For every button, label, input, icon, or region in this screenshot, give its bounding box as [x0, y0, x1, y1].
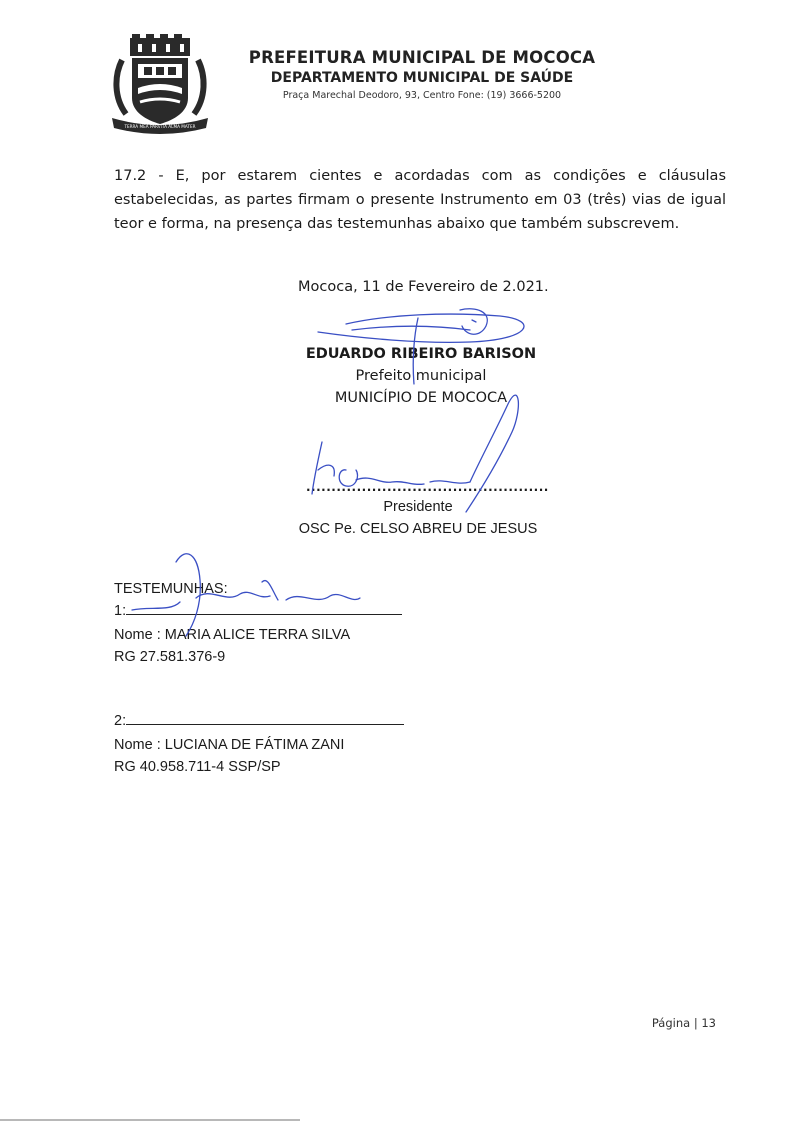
letterhead-address: Praça Marechal Deodoro, 93, Centro Fone: (19) 3666-5200	[282, 90, 562, 101]
bottom-divider	[0, 1119, 300, 1121]
witness-2-name: Nome : LUCIANA DE FÁTIMA ZANI	[114, 737, 345, 753]
signatory-role: Presidente	[383, 499, 453, 515]
signature-line	[126, 600, 402, 615]
signature-line	[126, 710, 404, 725]
page-number: Página | 13	[651, 1016, 716, 1030]
signatory-name: EDUARDO RIBEIRO BARISON	[305, 346, 537, 362]
signature-dotted-line: ................................................	[306, 480, 549, 494]
witness-1-name: Nome : MARIA ALICE TERRA SILVA	[114, 627, 351, 643]
witness-1-signature-line	[114, 600, 402, 622]
crest-motto: TERRA MEA PARVITA ALMA MATER	[124, 124, 196, 129]
signatory-entity: MUNICÍPIO DE MOCOCA	[334, 390, 508, 406]
witness-2-label: 2:	[114, 713, 127, 729]
witness-1-label: 1:	[114, 603, 127, 619]
witness-1-rg: RG 27.581.376-9	[114, 649, 226, 665]
signatory-entity: OSC Pe. CELSO ABREU DE JESUS	[298, 521, 538, 537]
letterhead-title: PREFEITURA MUNICIPAL DE MOCOCA	[248, 48, 596, 67]
clause-paragraph: 17.2 - E, por estarem cientes e acordadas com as condições e cláusulas estabelecidas, as partes firmam o presente Instrumento em 03 (três) vias de igual teor e forma, na presença das testemunhas abaixo que também subscrevem.	[114, 168, 726, 232]
letterhead-subtitle: DEPARTAMENTO MUNICIPAL DE SAÚDE	[270, 70, 574, 86]
signature-block-president	[292, 496, 544, 540]
witness-2-signature-line	[114, 710, 404, 732]
signature-block-mayor	[298, 343, 544, 409]
witness-2-rg: RG 40.958.711-4 SSP/SP	[114, 759, 281, 775]
letterhead	[232, 48, 612, 101]
president-signature	[312, 395, 518, 512]
municipal-crest-logo	[108, 32, 212, 136]
signatory-role: Prefeito municipal	[355, 368, 487, 384]
witnesses-heading: TESTEMUNHAS:	[114, 581, 228, 597]
document-date: Mococa, 11 de Fevereiro de 2.021.	[298, 279, 549, 295]
